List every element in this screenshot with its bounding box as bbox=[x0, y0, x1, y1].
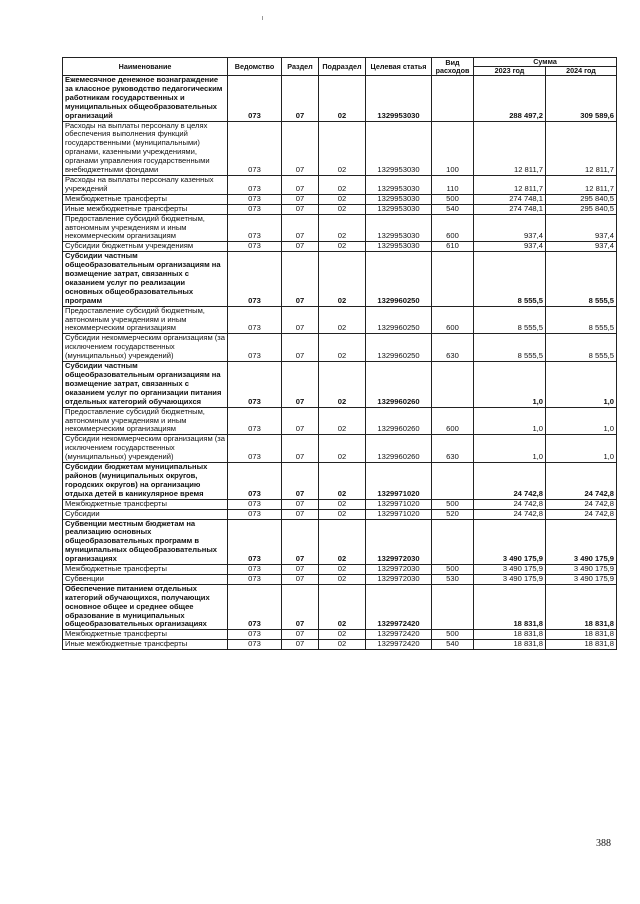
row-dept: 073 bbox=[228, 306, 282, 334]
row-name: Субсидии частным общеобразовательным организациям на возмещение затрат, связанных с оказанием услуг по организации питания отдельных категорий обучающихся bbox=[63, 362, 228, 408]
row-dept: 073 bbox=[228, 76, 282, 122]
page-number: 388 bbox=[596, 838, 611, 849]
row-dept: 073 bbox=[228, 407, 282, 435]
row-sum-2024: 24 742,8 bbox=[546, 509, 617, 519]
row-type: 100 bbox=[432, 121, 474, 175]
row-sum-2024: 937,4 bbox=[546, 214, 617, 242]
row-sum-2023: 937,4 bbox=[474, 214, 546, 242]
row-subsection: 02 bbox=[319, 509, 366, 519]
row-sum-2024: 1,0 bbox=[546, 435, 617, 463]
scan-mark bbox=[262, 16, 263, 20]
row-name: Расходы на выплаты персоналу казенных учреждений bbox=[63, 175, 228, 194]
row-target: 1329953030 bbox=[366, 175, 432, 194]
row-subsection: 02 bbox=[319, 204, 366, 214]
row-dept: 073 bbox=[228, 204, 282, 214]
row-target: 1329971020 bbox=[366, 499, 432, 509]
table-row bbox=[63, 204, 617, 214]
row-sum-2024: 12 811,7 bbox=[546, 175, 617, 194]
row-name: Предоставление субсидий бюджетным, автономным учреждениям и иным некоммерческим организациям bbox=[63, 214, 228, 242]
table-body bbox=[63, 76, 617, 650]
row-subsection: 02 bbox=[319, 463, 366, 500]
row-sum-2024: 3 490 175,9 bbox=[546, 574, 617, 584]
table-row bbox=[63, 630, 617, 640]
row-dept: 073 bbox=[228, 509, 282, 519]
row-type: 630 bbox=[432, 334, 474, 362]
row-section: 07 bbox=[282, 242, 319, 252]
row-name: Иные межбюджетные трансферты bbox=[63, 204, 228, 214]
row-section: 07 bbox=[282, 407, 319, 435]
row-subsection: 02 bbox=[319, 574, 366, 584]
row-name: Межбюджетные трансферты bbox=[63, 194, 228, 204]
row-subsection: 02 bbox=[319, 362, 366, 408]
row-target: 1329971020 bbox=[366, 509, 432, 519]
row-section: 07 bbox=[282, 204, 319, 214]
table-row bbox=[63, 334, 617, 362]
row-dept: 073 bbox=[228, 640, 282, 650]
table-row bbox=[63, 175, 617, 194]
row-subsection: 02 bbox=[319, 565, 366, 575]
row-type bbox=[432, 76, 474, 122]
row-type: 110 bbox=[432, 175, 474, 194]
row-target: 1329960250 bbox=[366, 252, 432, 306]
col-header-name: Наименование bbox=[63, 58, 228, 76]
row-section: 07 bbox=[282, 252, 319, 306]
row-sum-2023: 1,0 bbox=[474, 435, 546, 463]
row-name: Предоставление субсидий бюджетным, автономным учреждениям и иным некоммерческим организациям bbox=[63, 306, 228, 334]
row-section: 07 bbox=[282, 121, 319, 175]
row-subsection: 02 bbox=[319, 584, 366, 630]
row-section: 07 bbox=[282, 565, 319, 575]
table-row bbox=[63, 565, 617, 575]
row-subsection: 02 bbox=[319, 121, 366, 175]
row-sum-2024: 1,0 bbox=[546, 362, 617, 408]
row-type: 540 bbox=[432, 640, 474, 650]
col-header-2024: 2024 год bbox=[546, 67, 617, 76]
row-sum-2024: 24 742,8 bbox=[546, 463, 617, 500]
row-sum-2024: 18 831,8 bbox=[546, 630, 617, 640]
row-dept: 073 bbox=[228, 194, 282, 204]
row-target: 1329960260 bbox=[366, 435, 432, 463]
table-row bbox=[63, 463, 617, 500]
row-name: Расходы на выплаты персоналу в целях обеспечения выполнения функций государственными (муниципальными) органами, казенными учреждениями, органами управления государственными внебюджетными фондами bbox=[63, 121, 228, 175]
table-row bbox=[63, 574, 617, 584]
row-sum-2023: 937,4 bbox=[474, 242, 546, 252]
row-sum-2023: 274 748,1 bbox=[474, 194, 546, 204]
row-sum-2024: 295 840,5 bbox=[546, 194, 617, 204]
row-sum-2024: 1,0 bbox=[546, 407, 617, 435]
row-sum-2024: 8 555,5 bbox=[546, 252, 617, 306]
row-dept: 073 bbox=[228, 463, 282, 500]
row-target: 1329972030 bbox=[366, 519, 432, 565]
table-row bbox=[63, 499, 617, 509]
row-target: 1329953030 bbox=[366, 242, 432, 252]
table-row bbox=[63, 509, 617, 519]
row-type bbox=[432, 463, 474, 500]
table-row bbox=[63, 362, 617, 408]
row-type bbox=[432, 519, 474, 565]
row-name: Субсидии бюджетам муниципальных районов (муниципальных округов, городских округов) на организацию отдыха детей в каникулярное время bbox=[63, 463, 228, 500]
row-section: 07 bbox=[282, 640, 319, 650]
col-header-section: Раздел bbox=[282, 58, 319, 76]
row-target: 1329972420 bbox=[366, 640, 432, 650]
row-name: Субсидии некоммерческим организациям (за исключением государственных (муниципальных) учреждений) bbox=[63, 435, 228, 463]
row-subsection: 02 bbox=[319, 499, 366, 509]
row-sum-2023: 12 811,7 bbox=[474, 175, 546, 194]
row-dept: 073 bbox=[228, 214, 282, 242]
row-type: 500 bbox=[432, 499, 474, 509]
row-subsection: 02 bbox=[319, 214, 366, 242]
row-sum-2023: 8 555,5 bbox=[474, 334, 546, 362]
row-target: 1329953030 bbox=[366, 194, 432, 204]
row-sum-2023: 12 811,7 bbox=[474, 121, 546, 175]
row-sum-2023: 3 490 175,9 bbox=[474, 574, 546, 584]
row-sum-2024: 295 840,5 bbox=[546, 204, 617, 214]
table-row bbox=[63, 640, 617, 650]
col-header-sum: Сумма bbox=[474, 58, 617, 67]
row-section: 07 bbox=[282, 519, 319, 565]
row-type: 520 bbox=[432, 509, 474, 519]
row-subsection: 02 bbox=[319, 194, 366, 204]
row-type bbox=[432, 362, 474, 408]
row-name: Обеспечение питанием отдельных категорий обучающихся, получающих основное общее и среднее общее образование в муниципальных общеобразовательных организациях bbox=[63, 584, 228, 630]
row-sum-2023: 8 555,5 bbox=[474, 252, 546, 306]
row-target: 1329953030 bbox=[366, 76, 432, 122]
row-name: Субвенции bbox=[63, 574, 228, 584]
row-type bbox=[432, 584, 474, 630]
row-sum-2024: 3 490 175,9 bbox=[546, 519, 617, 565]
row-dept: 073 bbox=[228, 175, 282, 194]
row-section: 07 bbox=[282, 306, 319, 334]
row-name: Межбюджетные трансферты bbox=[63, 565, 228, 575]
row-sum-2024: 18 831,8 bbox=[546, 640, 617, 650]
col-header-subsection: Подраздел bbox=[319, 58, 366, 76]
row-subsection: 02 bbox=[319, 306, 366, 334]
row-target: 1329960260 bbox=[366, 362, 432, 408]
table-header-row bbox=[63, 58, 617, 67]
row-target: 1329972030 bbox=[366, 565, 432, 575]
row-subsection: 02 bbox=[319, 175, 366, 194]
table-row bbox=[63, 121, 617, 175]
table-row bbox=[63, 214, 617, 242]
row-subsection: 02 bbox=[319, 630, 366, 640]
row-sum-2023: 24 742,8 bbox=[474, 509, 546, 519]
row-section: 07 bbox=[282, 509, 319, 519]
row-sum-2023: 3 490 175,9 bbox=[474, 565, 546, 575]
row-section: 07 bbox=[282, 499, 319, 509]
row-dept: 073 bbox=[228, 519, 282, 565]
table-row bbox=[63, 194, 617, 204]
row-type: 500 bbox=[432, 565, 474, 575]
row-dept: 073 bbox=[228, 435, 282, 463]
row-section: 07 bbox=[282, 630, 319, 640]
row-section: 07 bbox=[282, 175, 319, 194]
row-section: 07 bbox=[282, 435, 319, 463]
col-header-dept: Ведомство bbox=[228, 58, 282, 76]
row-target: 1329972030 bbox=[366, 574, 432, 584]
row-type: 600 bbox=[432, 306, 474, 334]
row-target: 1329953030 bbox=[366, 204, 432, 214]
row-section: 07 bbox=[282, 584, 319, 630]
budget-table bbox=[62, 57, 617, 650]
row-type: 630 bbox=[432, 435, 474, 463]
row-name: Ежемесячное денежное вознаграждение за классное руководство педагогическим работникам государственных и муниципальных общеобразовательных организаций bbox=[63, 76, 228, 122]
row-sum-2024: 937,4 bbox=[546, 242, 617, 252]
table-row bbox=[63, 435, 617, 463]
row-sum-2023: 24 742,8 bbox=[474, 463, 546, 500]
row-target: 1329960250 bbox=[366, 306, 432, 334]
row-type: 610 bbox=[432, 242, 474, 252]
row-sum-2024: 8 555,5 bbox=[546, 306, 617, 334]
row-target: 1329971020 bbox=[366, 463, 432, 500]
row-type bbox=[432, 252, 474, 306]
row-subsection: 02 bbox=[319, 435, 366, 463]
row-target: 1329953030 bbox=[366, 214, 432, 242]
row-name: Субсидии частным общеобразовательным организациям на возмещение затрат, связанных с оказанием услуг по реализации основных общеобразовательных программ bbox=[63, 252, 228, 306]
row-target: 1329972420 bbox=[366, 630, 432, 640]
row-dept: 073 bbox=[228, 584, 282, 630]
row-type: 530 bbox=[432, 574, 474, 584]
row-name: Межбюджетные трансферты bbox=[63, 630, 228, 640]
row-section: 07 bbox=[282, 463, 319, 500]
row-sum-2023: 8 555,5 bbox=[474, 306, 546, 334]
row-dept: 073 bbox=[228, 242, 282, 252]
table-row bbox=[63, 519, 617, 565]
row-type: 540 bbox=[432, 204, 474, 214]
row-dept: 073 bbox=[228, 362, 282, 408]
row-target: 1329953030 bbox=[366, 121, 432, 175]
row-sum-2023: 18 831,8 bbox=[474, 584, 546, 630]
row-subsection: 02 bbox=[319, 76, 366, 122]
row-section: 07 bbox=[282, 76, 319, 122]
col-header-target: Целевая статья bbox=[366, 58, 432, 76]
row-sum-2024: 24 742,8 bbox=[546, 499, 617, 509]
row-target: 1329960250 bbox=[366, 334, 432, 362]
row-sum-2023: 1,0 bbox=[474, 407, 546, 435]
row-sum-2023: 24 742,8 bbox=[474, 499, 546, 509]
row-subsection: 02 bbox=[319, 242, 366, 252]
row-sum-2023: 274 748,1 bbox=[474, 204, 546, 214]
row-type: 500 bbox=[432, 194, 474, 204]
row-sum-2023: 18 831,8 bbox=[474, 630, 546, 640]
row-target: 1329972420 bbox=[366, 584, 432, 630]
row-name: Субсидии bbox=[63, 509, 228, 519]
row-type: 600 bbox=[432, 407, 474, 435]
row-name: Субсидии некоммерческим организациям (за исключением государственных (муниципальных) учреждений) bbox=[63, 334, 228, 362]
row-section: 07 bbox=[282, 574, 319, 584]
col-header-2023: 2023 год bbox=[474, 67, 546, 76]
row-name: Субвенции местным бюджетам на реализацию основных общеобразовательных программ в муниципальных общеобразовательных организациях bbox=[63, 519, 228, 565]
table-row bbox=[63, 584, 617, 630]
row-type: 600 bbox=[432, 214, 474, 242]
row-section: 07 bbox=[282, 362, 319, 408]
row-name: Иные межбюджетные трансферты bbox=[63, 640, 228, 650]
table-row bbox=[63, 252, 617, 306]
row-sum-2024: 309 589,6 bbox=[546, 76, 617, 122]
row-subsection: 02 bbox=[319, 407, 366, 435]
row-dept: 073 bbox=[228, 121, 282, 175]
row-sum-2023: 1,0 bbox=[474, 362, 546, 408]
row-dept: 073 bbox=[228, 499, 282, 509]
table-row bbox=[63, 407, 617, 435]
row-subsection: 02 bbox=[319, 334, 366, 362]
row-sum-2023: 3 490 175,9 bbox=[474, 519, 546, 565]
row-sum-2024: 8 555,5 bbox=[546, 334, 617, 362]
col-header-type: Вид расходов bbox=[432, 58, 474, 76]
row-subsection: 02 bbox=[319, 519, 366, 565]
row-target: 1329960260 bbox=[366, 407, 432, 435]
row-name: Межбюджетные трансферты bbox=[63, 499, 228, 509]
row-name: Субсидии бюджетным учреждениям bbox=[63, 242, 228, 252]
table-row bbox=[63, 76, 617, 122]
row-dept: 073 bbox=[228, 565, 282, 575]
row-dept: 073 bbox=[228, 574, 282, 584]
row-dept: 073 bbox=[228, 252, 282, 306]
row-sum-2024: 3 490 175,9 bbox=[546, 565, 617, 575]
row-subsection: 02 bbox=[319, 640, 366, 650]
table-row bbox=[63, 242, 617, 252]
row-section: 07 bbox=[282, 214, 319, 242]
row-sum-2023: 288 497,2 bbox=[474, 76, 546, 122]
row-dept: 073 bbox=[228, 334, 282, 362]
row-subsection: 02 bbox=[319, 252, 366, 306]
row-sum-2024: 12 811,7 bbox=[546, 121, 617, 175]
row-sum-2024: 18 831,8 bbox=[546, 584, 617, 630]
table-row bbox=[63, 306, 617, 334]
row-section: 07 bbox=[282, 194, 319, 204]
row-section: 07 bbox=[282, 334, 319, 362]
row-dept: 073 bbox=[228, 630, 282, 640]
row-name: Предоставление субсидий бюджетным, автономным учреждениям и иным некоммерческим организациям bbox=[63, 407, 228, 435]
row-sum-2023: 18 831,8 bbox=[474, 640, 546, 650]
row-type: 500 bbox=[432, 630, 474, 640]
